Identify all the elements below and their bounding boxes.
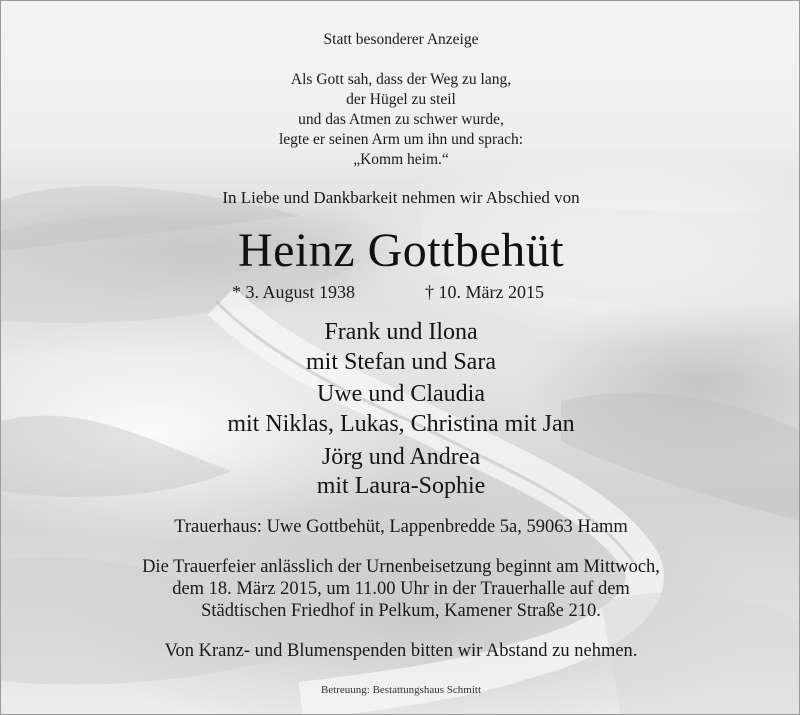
flower-request: Von Kranz- und Blumenspenden bitten wir Abstand zu nehmen. — [164, 641, 638, 661]
deceased-name: Heinz Gottbehüt — [237, 224, 565, 277]
poem-line: „Komm heim.“ — [353, 151, 449, 168]
ceremony-line: dem 18. März 2015, um 11.00 Uhr in der Trauerhalle auf dem — [172, 579, 630, 599]
family-line: mit Laura-Sophie — [316, 473, 486, 499]
family-line: Uwe und Claudia — [317, 381, 485, 407]
death-date: † 10. März 2015 — [425, 282, 544, 302]
poem-line: der Hügel zu steil — [346, 91, 456, 108]
family-line: Frank und Ilona — [324, 319, 478, 345]
family-line: Jörg und Andrea — [321, 444, 481, 470]
mourning-house: Trauerhaus: Uwe Gottbehüt, Lappenbredde 5a, 59063 Hamm — [174, 517, 628, 537]
poem-line: Als Gott sah, dass der Weg zu lang, — [290, 71, 512, 88]
funeral-home-credit: Betreuung: Bestattungshaus Schmitt — [320, 684, 482, 696]
ceremony-line: Die Trauerfeier anlässlich der Urnenbeisetzung beginnt am Mittwoch, — [142, 557, 660, 577]
poem-line: legte er seinen Arm um ihn und sprach: — [278, 131, 524, 148]
ceremony-line: Städtischen Friedhof in Pelkum, Kamener Straße 210. — [201, 601, 601, 621]
notice-headline: Statt besonderer Anzeige — [323, 31, 479, 48]
birth-date: * 3. August 1938 — [232, 282, 356, 302]
family-line: mit Stefan und Sara — [306, 349, 496, 375]
poem-line: und das Atmen zu schwer wurde, — [298, 111, 504, 128]
family-line: mit Niklas, Lukas, Christina mit Jan — [227, 411, 575, 437]
farewell-intro: In Liebe und Dankbarkeit nehmen wir Abschied von — [222, 188, 580, 207]
